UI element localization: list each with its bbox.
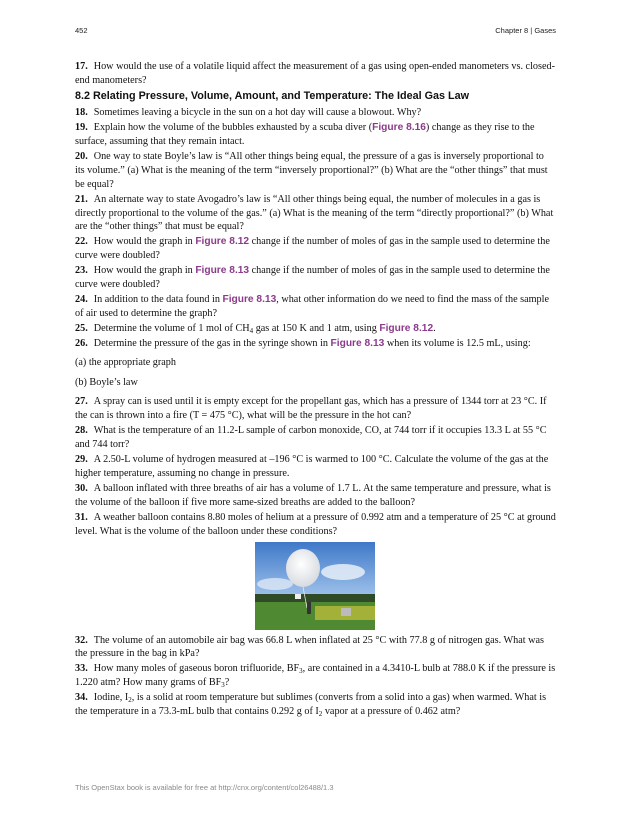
subscript: 2 (318, 710, 323, 719)
question-number: 33. (75, 663, 88, 675)
question-number: 23. (75, 265, 88, 277)
question-23 (75, 264, 556, 291)
question-text: An alternate way to state Avogadro’s law is “All other things being equal, the number of molecules in a gas is directly proportional to the volume of the gas.” (a) What is the meaning of the term “directly proportional?” (b) What are the “other things” that must be equal? (75, 193, 554, 233)
question-text: , what other information do we need to find the mass of the sample of air used to determine the graph? (75, 294, 549, 319)
question-29 (75, 453, 556, 480)
question-text: In addition to the data found in (93, 294, 223, 306)
question-text: Determine the volume of 1 mol of CH (93, 323, 250, 335)
question-19 (75, 121, 556, 148)
subscript: 2 (128, 696, 132, 705)
section-title: 8.2 Relating Pressure, Volume, Amount, and Temperature: The Ideal Gas Law (75, 90, 469, 103)
question-number: 24. (75, 294, 88, 306)
equipment (341, 608, 351, 616)
question-26 (75, 337, 556, 351)
question-number: 18. (75, 107, 88, 119)
subscript: 3 (221, 681, 225, 690)
question-text: How would the graph in (93, 236, 196, 248)
question-text: ) change as they rise to the surface, assuming that they remain intact. (75, 122, 535, 148)
subscript: 4 (249, 327, 254, 336)
cloud (257, 578, 293, 590)
figure-link[interactable]: Figure 8.16 (372, 122, 426, 134)
question-text: . (433, 323, 436, 335)
question-number: 17. (75, 61, 88, 72)
question-33 (75, 662, 556, 689)
question-31 (75, 511, 556, 538)
question-21 (75, 193, 556, 234)
footer-notice: This OpenStax book is available for free at http://cnx.org/content/col26488/1.3 (75, 783, 334, 792)
figure-link[interactable]: Figure 8.13 (222, 294, 277, 306)
figure-link[interactable]: Figure 8.12 (195, 236, 250, 248)
question-text: Determine the pressure of the gas in the syringe shown in (93, 338, 331, 350)
question-number: 28. (75, 425, 88, 437)
question-number: 30. (75, 483, 88, 495)
question-24 (75, 293, 556, 320)
question-text: , is a solid at room temperature but sublimes (converts from a solid into a gas) when warmed. What is the temperature in a 73.3-mL bulb that contains 0.292 g of I (75, 692, 547, 718)
question-text: A weather balloon contains 8.80 moles of helium at a pressure of 0.992 atm and a temperature of 25 °C at ground level. What is the volume of the balloon under these conditions? (75, 512, 556, 537)
question-text: Sometimes leaving a bicycle in the sun on a hot day will cause a blowout. Why? (93, 107, 422, 119)
question-text: Explain how the volume of the bubbles exhausted by a scuba diver ( (93, 122, 373, 134)
question-number: 21. (75, 193, 88, 205)
question-26-part-b: (b) Boyle’s law (75, 376, 138, 388)
chapter-title: Chapter 8 | Gases (495, 26, 556, 35)
question-32 (75, 634, 556, 661)
question-text: A spray can is used until it is empty except for the propellant gas, which has a pressure of 1344 torr at 23 °C. If the can is thrown into a fire (T = 475 °C), what will be the pressure in the hot can? (75, 396, 547, 422)
question-number: 26. (75, 338, 88, 350)
question-text: , are contained in a 4.3410-L bulb at 788.0 K if the pressure is 1.220 atm? How many grams of BF (75, 663, 556, 689)
subscript: 3 (299, 667, 303, 676)
exercise-list (75, 60, 556, 720)
page-number: 452 (75, 26, 88, 35)
person (307, 602, 311, 614)
figure-link[interactable]: Figure 8.13 (330, 338, 385, 350)
question-17 (75, 60, 556, 87)
question-number: 34. (75, 692, 88, 704)
question-text: The volume of an automobile air bag was 66.8 L when inflated at 25 °C with 77.8 g of nitrogen gas. What was the pressure in the bag in kPa? (75, 634, 544, 660)
question-34 (75, 691, 556, 718)
question-27 (75, 395, 556, 422)
question-number: 27. (75, 396, 88, 408)
question-20 (75, 150, 556, 191)
question-text: vapor at a pressure of 0.462 atm? (322, 706, 461, 718)
question-text: How would the use of a volatile liquid affect the measurement of a gas using open-ended manometers vs. closed-end manometers? (75, 61, 555, 86)
question-text: change if the number of moles of gas in the sample used to determine the curve were doubled? (75, 265, 550, 291)
question-18 (75, 106, 556, 120)
question-number: 19. (75, 122, 88, 134)
question-number: 25. (75, 323, 88, 335)
question-text: A balloon inflated with three breaths of air has a volume of 1.7 L. At the same temperature and pressure, what is the volume of the balloon if five more same-sized breaths are added to the balloon? (75, 483, 551, 508)
balloon (286, 549, 320, 587)
question-number: 29. (75, 454, 88, 466)
question-text: Iodine, I (93, 692, 129, 704)
question-28 (75, 424, 556, 451)
figure-link[interactable]: Figure 8.13 (195, 265, 250, 277)
weather-balloon-photo (255, 542, 375, 630)
question-text: ? (224, 677, 230, 689)
radiosonde (295, 594, 301, 599)
question-text: gas at 150 K and 1 atm, using (253, 323, 380, 335)
question-number: 20. (75, 151, 88, 163)
question-number: 32. (75, 634, 88, 646)
question-26-part-a: (a) the appropriate graph (75, 357, 176, 369)
question-22 (75, 235, 556, 262)
question-text: How would the graph in (93, 265, 196, 277)
figure-link[interactable]: Figure 8.12 (379, 323, 434, 335)
question-text: A 2.50-L volume of hydrogen measured at –196 °C is warmed to 100 °C. Calculate the volume of the gas at the higher temperature, assuming no change in pressure. (75, 454, 549, 479)
question-text: One way to state Boyle’s law is “All other things being equal, the pressure of a gas is inversely proportional to its volume.” (a) What is the meaning of the term “inversely proportional?” (b) What are the “other things” that must be equal? (75, 151, 548, 190)
question-text: when its volume is 12.5 mL, using: (384, 338, 531, 350)
question-30 (75, 482, 556, 509)
question-25 (75, 322, 556, 336)
cloud (321, 564, 365, 580)
question-text: How many moles of gaseous boron trifluoride, BF (93, 663, 300, 675)
question-text: What is the temperature of an 11.2-L sample of carbon monoxide, CO, at 744 torr if it occupies 13.3 L at 55 °C and 744 torr? (75, 425, 547, 451)
question-number: 31. (75, 512, 88, 524)
question-number: 22. (75, 236, 88, 248)
question-text: change if the number of moles of gas in the sample used to determine the curve were doubled? (75, 236, 550, 262)
